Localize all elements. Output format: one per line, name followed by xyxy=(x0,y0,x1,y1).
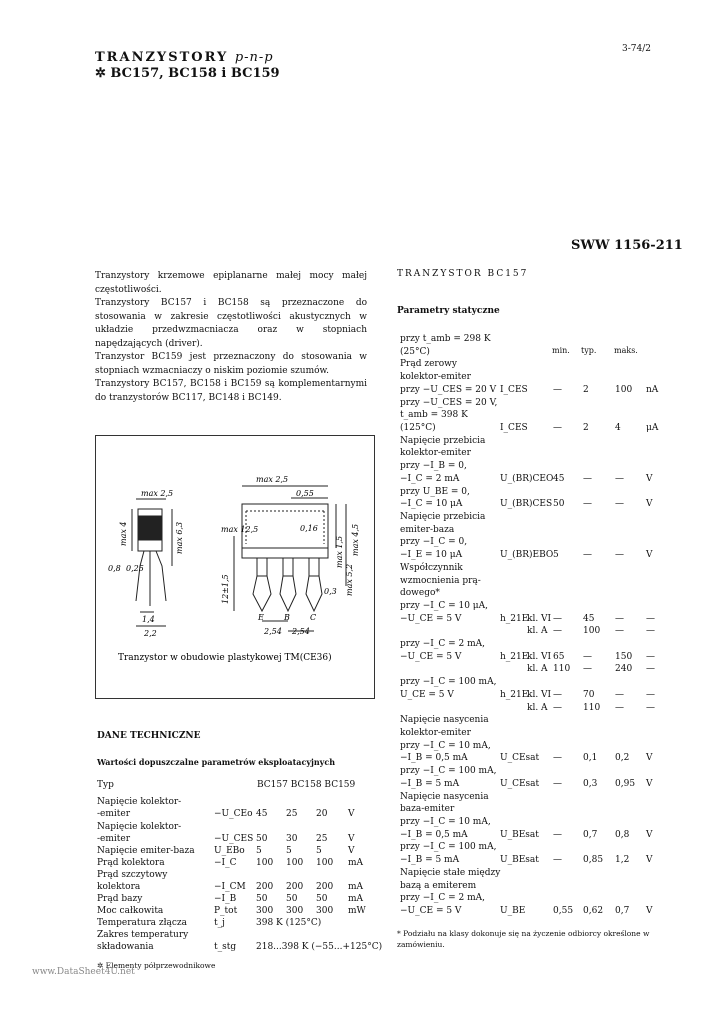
col-max-header: maks. xyxy=(614,346,638,355)
title-suffix: p-n-p xyxy=(234,50,274,65)
dim-max4: max 4 xyxy=(119,521,128,546)
dim-l125: 12±1,5 xyxy=(221,574,230,604)
dim-d016: 0,16 xyxy=(300,524,318,533)
param-cell-typ: 2 xyxy=(583,423,589,433)
param-cell-min: — xyxy=(553,830,562,840)
front-lead-b xyxy=(283,558,293,576)
param-cell-sym: U_(BR)EBO xyxy=(500,550,554,560)
title-main: TRANZYSTORY xyxy=(95,50,229,65)
dim-d025: 0,25 xyxy=(126,564,144,573)
param-cell-typ: — xyxy=(583,499,592,509)
param-cell-max: — xyxy=(615,626,624,636)
param-cell-a: −I_B = 5 mA xyxy=(400,855,460,865)
dane-cell-sym: −I_C xyxy=(214,858,237,868)
param-cell-min: — xyxy=(553,703,562,713)
dane-col-typ: Typ xyxy=(97,780,114,790)
dim-max25b: max 2,5 xyxy=(256,475,289,484)
param-cell-a: t_amb = 398 K xyxy=(400,410,468,420)
dane-cell-u: V xyxy=(348,846,355,856)
dim-max25a: max 2,5 xyxy=(141,489,174,498)
dane-cell-name: Napięcie emiter-baza xyxy=(97,846,195,856)
intro-text xyxy=(95,270,367,405)
param-cell-typ: 45 xyxy=(583,614,595,624)
param-cell-typ: 0,85 xyxy=(583,855,604,865)
param-cell-a: U_CE = 5 V xyxy=(400,690,454,700)
param-cell-min: 45 xyxy=(553,474,565,484)
param-cell-max: — xyxy=(615,550,624,560)
param-cell-a: przy −U_CES = 20 V, xyxy=(400,398,498,408)
param-cell-max: — xyxy=(615,690,624,700)
param-cell-a: przy −I_C = 10 mA, xyxy=(400,741,491,751)
figure-caption: Tranzystor w obudowie plastykowej TM(CE36) xyxy=(118,653,332,663)
dane-cell-name: Napięcie kolektor- xyxy=(97,797,182,807)
dim-d03: 0,3 xyxy=(324,587,337,596)
param-cell-min: 0,55 xyxy=(553,906,574,916)
param-cell-u: V xyxy=(646,855,653,865)
dane-cell-v3: 100 xyxy=(316,858,334,868)
dane-cell-name: kolektora xyxy=(97,882,141,892)
param-cell-k: kl. A xyxy=(527,664,548,674)
param-cell-k: kl. VI xyxy=(527,652,552,662)
right-section-title: TRANZYSTOR BC157 xyxy=(397,269,529,279)
front-lead-c xyxy=(309,558,319,576)
param-cell-a: −I_B = 0,5 mA xyxy=(400,830,468,840)
front-shoulder xyxy=(242,548,328,558)
dane-cell-v3: 200 xyxy=(316,882,334,892)
param-cell-a: kolektor-emiter xyxy=(400,728,471,738)
right-footnote: * Podziału na klasy dokonuje się na życzenie odbiorcy określone w zamówieniu. xyxy=(397,929,650,949)
dim-d08: 0,8 xyxy=(108,564,121,573)
section-title-dane: DANE TECHNICZNE xyxy=(97,731,201,741)
dane-cell-u: V xyxy=(348,809,355,819)
param-cell-a: kolektor-emiter xyxy=(400,372,471,382)
pin-label-c: C xyxy=(310,613,317,622)
param-cell-u: V xyxy=(646,499,653,509)
col-min-header: min. xyxy=(552,346,570,355)
param-cell-typ: 0,62 xyxy=(583,906,604,916)
param-cell-sym: h_21E xyxy=(500,614,529,624)
param-cell-min: — xyxy=(553,855,562,865)
param-cell-u: V xyxy=(646,474,653,484)
param-cell-a: −U_CE = 5 V xyxy=(400,652,462,662)
param-cell-min: 50 xyxy=(553,499,565,509)
col-typ-header: typ. xyxy=(581,346,597,355)
dane-cell-v1: 50 xyxy=(256,834,268,844)
param-cell-sym: U_CEsat xyxy=(500,779,540,789)
param-cell-min: 110 xyxy=(553,664,571,674)
dane-cell-name: składowania xyxy=(97,942,154,952)
param-cell-u: — xyxy=(646,690,655,700)
param-cell-typ: 2 xyxy=(583,385,589,395)
dane-cell-v3: 25 xyxy=(316,834,328,844)
param-cell-a: Współczynnik xyxy=(400,563,463,573)
param-cell-a: przy −U_CES = 20 V xyxy=(400,385,497,395)
dane-cell-sym: −U_CEo xyxy=(214,809,253,819)
param-cell-sym: U_(BR)CES xyxy=(500,499,553,509)
param-cell-typ: — xyxy=(583,474,592,484)
intro-paragraph: Tranzystory BC157 i BC158 są przeznaczone do stosowania w zakresie częstotliwości akustycznych w układzie przedwzmacniacza oraz w stopniach napędzających (driver). xyxy=(95,298,367,349)
param-cell-u: V xyxy=(646,830,653,840)
param-cell-sym: U_(BR)CEO xyxy=(500,474,554,484)
param-cell-u: — xyxy=(646,652,655,662)
dane-cell-v1: 100 xyxy=(256,858,274,868)
section-subtitle-wartosci: Wartości dopuszczalne parametrów eksploatacyjnych xyxy=(97,757,336,767)
pin-label-b: B xyxy=(284,613,290,622)
package-drawing-frame xyxy=(95,435,375,699)
param-cell-a: Napięcie przebicia xyxy=(400,436,486,446)
dane-cell-name: -emiter xyxy=(97,809,131,819)
param-cell-max: 1,2 xyxy=(615,855,630,865)
param-cell-a: dowego* xyxy=(400,588,440,598)
page-title xyxy=(95,50,274,65)
page-subtitle: ✲ BC157, BC158 i BC159 xyxy=(95,66,280,81)
pin-label-e: E xyxy=(258,613,264,622)
dane-cell-v3: 20 xyxy=(316,809,328,819)
param-cell-u: V xyxy=(646,550,653,560)
dim-max15: max 1,5 xyxy=(335,535,344,568)
dane-cell-name: Temperatura złącza xyxy=(97,918,188,928)
param-cell-min: — xyxy=(553,690,562,700)
param-cell-min: — xyxy=(553,385,562,395)
intro-paragraph: Tranzystory krzemowe epiplanarne małej mocy małej częstotliwości. xyxy=(95,271,367,295)
param-cell-u: μA xyxy=(646,423,659,433)
param-cell-max: 240 xyxy=(615,664,633,674)
param-cell-a: −I_B = 5 mA xyxy=(400,779,460,789)
dim-max125: max 12,5 xyxy=(221,525,259,534)
param-cell-a: Napięcie nasycenia xyxy=(400,715,489,725)
param-cell-a: Prąd zerowy xyxy=(400,359,457,369)
param-cell-a: Napięcie nasycenia xyxy=(400,792,489,802)
dane-cell-name: Prąd kolektora xyxy=(97,858,165,868)
param-cell-u: V xyxy=(646,753,653,763)
dim-d254a: 2,54 xyxy=(264,627,282,636)
dane-cell-v3: 5 xyxy=(316,846,322,856)
param-cell-sym: U_BE xyxy=(500,906,526,916)
param-cell-a: −I_C = 10 μA xyxy=(400,499,463,509)
watermark: www.DataSheet4U.net xyxy=(32,967,135,977)
dane-cell-v1: 200 xyxy=(256,882,274,892)
param-cell-a: −I_E = 10 μA xyxy=(400,550,463,560)
param-cell-a: −I_B = 0,5 mA xyxy=(400,753,468,763)
param-cell-a: −U_CE = 5 V xyxy=(400,906,462,916)
param-cell-k: kl. A xyxy=(527,703,548,713)
dane-cell-sym: t_j xyxy=(214,918,225,928)
dane-cell-name: -emiter xyxy=(97,834,131,844)
dane-cell-u: mA xyxy=(348,882,364,892)
param-cell-typ: 110 xyxy=(583,703,601,713)
param-cell-u: — xyxy=(646,703,655,713)
param-cell-min: — xyxy=(553,614,562,624)
param-cell-typ: — xyxy=(583,664,592,674)
param-cell-typ: — xyxy=(583,652,592,662)
dane-cell-v2: 200 xyxy=(286,882,304,892)
param-cell-a: −I_C = 2 mA xyxy=(400,474,460,484)
param-cell-a: kolektor-emiter xyxy=(400,448,471,458)
dim-l22: 2,2 xyxy=(144,629,157,638)
param-cell-a: przy −I_C = 10 μA, xyxy=(400,601,489,611)
front-lead-e xyxy=(257,558,267,576)
param-cell-max: 0,7 xyxy=(615,906,630,916)
dane-cell-v1: 300 xyxy=(256,906,274,916)
front-lead-e-foot xyxy=(253,576,271,611)
dane-cell-v3: 300 xyxy=(316,906,334,916)
param-cell-a: wzmocnienia prą- xyxy=(400,576,481,586)
dim-max45: max 4,5 xyxy=(351,523,360,556)
param-cell-a: przy −I_C = 10 mA, xyxy=(400,817,491,827)
param-cell-min: 5 xyxy=(553,550,559,560)
dane-cell-v1: 50 xyxy=(256,894,268,904)
param-cell-sym: I_CES xyxy=(500,385,528,395)
dane-cell-u: mW xyxy=(348,906,366,916)
dane-cell-v2: 5 xyxy=(286,846,292,856)
param-cell-sym: h_21E xyxy=(500,690,529,700)
param-cell-k: kl. A xyxy=(527,626,548,636)
param-cell-a: (25°C) xyxy=(400,347,430,357)
param-cell-typ: — xyxy=(583,550,592,560)
param-cell-max: 100 xyxy=(615,385,633,395)
dane-cell-sym: t_stg xyxy=(214,942,237,952)
front-lead-b-foot xyxy=(280,576,296,611)
dane-cell-v2: 25 xyxy=(286,809,298,819)
param-cell-a: przy −I_C = 100 mA, xyxy=(400,766,497,776)
param-cell-u: V xyxy=(646,779,653,789)
dane-cell-v2: 30 xyxy=(286,834,298,844)
param-cell-max: 4 xyxy=(615,423,621,433)
dane-cell-sym: −I_CM xyxy=(214,882,246,892)
dane-cell-u: mA xyxy=(348,894,364,904)
param-cell-sym: U_BEsat xyxy=(500,830,539,840)
param-cell-max: — xyxy=(615,703,624,713)
package-drawing xyxy=(96,436,374,698)
param-cell-sym: U_BEsat xyxy=(500,855,539,865)
param-cell-typ: 100 xyxy=(583,626,601,636)
param-cell-max: 0,95 xyxy=(615,779,636,789)
dane-cell-name: Zakres temperatury xyxy=(97,930,189,940)
param-cell-u: nA xyxy=(646,385,659,395)
param-cell-k: kl. VI xyxy=(527,690,552,700)
dane-cell-sym: U_EBo xyxy=(214,846,245,856)
param-cell-a: przy −I_C = 2 mA, xyxy=(400,893,485,903)
param-cell-max: — xyxy=(615,614,624,624)
param-cell-sym: I_CES xyxy=(500,423,528,433)
dane-cell-name: Prąd bazy xyxy=(97,894,143,904)
param-cell-a: przy −I_B = 0, xyxy=(400,461,467,471)
param-cell-a: emiter-baza xyxy=(400,525,455,535)
param-cell-a: przy −I_C = 2 mA, xyxy=(400,639,485,649)
footnote-elements: ✲ Elementy półprzewodnikowe xyxy=(97,961,216,970)
param-cell-max: — xyxy=(615,499,624,509)
dane-cell-name: Moc całkowita xyxy=(97,906,164,916)
param-cell-a: Napięcie stałe między xyxy=(400,868,501,878)
param-cell-min: — xyxy=(553,779,562,789)
dane-cell-v1: 398 K (125°C) xyxy=(256,918,322,928)
param-cell-a: Napięcie przebicia xyxy=(400,512,486,522)
dane-cell-v3: 50 xyxy=(316,894,328,904)
param-cell-u: — xyxy=(646,664,655,674)
param-cell-min: — xyxy=(553,753,562,763)
param-cell-k: kl. VI xyxy=(527,614,552,624)
param-cell-typ: 70 xyxy=(583,690,595,700)
side-leads xyxy=(136,551,166,606)
dim-max52: max 5,2 xyxy=(345,563,354,596)
dane-cell-name: Napięcie kolektor- xyxy=(97,822,182,832)
param-cell-a: baza-emiter xyxy=(400,804,455,814)
param-cell-sym: h_21E xyxy=(500,652,529,662)
param-cell-u: V xyxy=(646,906,653,916)
dane-cell-u: V xyxy=(348,834,355,844)
param-cell-a: (125°C) xyxy=(400,423,436,433)
param-cell-min: 65 xyxy=(553,652,565,662)
intro-paragraph: Tranzystor BC159 jest przeznaczony do stosowania w stopniach wzmacniaczy o niskim poziomie szumów. xyxy=(95,352,367,376)
dim-l14: 1,4 xyxy=(142,615,155,624)
param-cell-min: — xyxy=(553,626,562,636)
param-cell-u: — xyxy=(646,614,655,624)
param-cell-max: 0,8 xyxy=(615,830,630,840)
dane-cell-v2: 50 xyxy=(286,894,298,904)
param-cell-min: — xyxy=(553,423,562,433)
param-cell-typ: 0,3 xyxy=(583,779,598,789)
dane-cell-sym: −I_B xyxy=(214,894,237,904)
param-cell-a: przy U_BE = 0, xyxy=(400,487,470,497)
param-cell-max: 150 xyxy=(615,652,633,662)
param-cell-max: — xyxy=(615,474,624,484)
dane-cell-name: Prąd szczytowy xyxy=(97,870,168,880)
param-cell-a: −U_CE = 5 V xyxy=(400,614,462,624)
page-number: 3-74/2 xyxy=(622,44,651,54)
param-cell-a: przy −I_C = 100 mA, xyxy=(400,677,497,687)
front-lead-c-foot xyxy=(306,576,322,611)
param-cell-u: — xyxy=(646,626,655,636)
intro-paragraph: Tranzystory BC157, BC158 i BC159 są komplementarnymi do tranzystorów BC117, BC148 i BC149. xyxy=(95,379,367,403)
dane-cell-u: mA xyxy=(348,858,364,868)
side-body-band xyxy=(138,516,162,540)
dane-cell-v1: 218...398 K (−55...+125°C) xyxy=(256,942,383,952)
dim-d055: 0,55 xyxy=(296,489,314,498)
dane-cell-v1: 45 xyxy=(256,809,268,819)
param-cell-a: przy −I_C = 100 mA, xyxy=(400,842,497,852)
dane-cell-v1: 5 xyxy=(256,846,262,856)
dim-max63: max 6,3 xyxy=(175,521,184,554)
param-cell-a: przy t_amb = 298 K xyxy=(400,334,491,344)
param-cell-typ: 0,7 xyxy=(583,830,598,840)
param-cell-a: przy −I_C = 0, xyxy=(400,537,468,547)
dane-col-types: BC157 BC158 BC159 xyxy=(257,780,356,790)
param-cell-typ: 0,1 xyxy=(583,753,598,763)
catalog-number: SWW 1156-211 xyxy=(571,238,683,253)
dim-d254b: 2,54 xyxy=(292,627,310,636)
dane-cell-sym: P_tot xyxy=(214,906,238,916)
dane-cell-v2: 100 xyxy=(286,858,304,868)
dane-cell-v2: 300 xyxy=(286,906,304,916)
right-section-heading: Parametry statyczne xyxy=(397,306,500,316)
dane-cell-sym: −U_CES xyxy=(214,834,254,844)
param-cell-a: bazą a emiterem xyxy=(400,881,477,891)
param-cell-max: 0,2 xyxy=(615,753,630,763)
param-cell-sym: U_CEsat xyxy=(500,753,540,763)
